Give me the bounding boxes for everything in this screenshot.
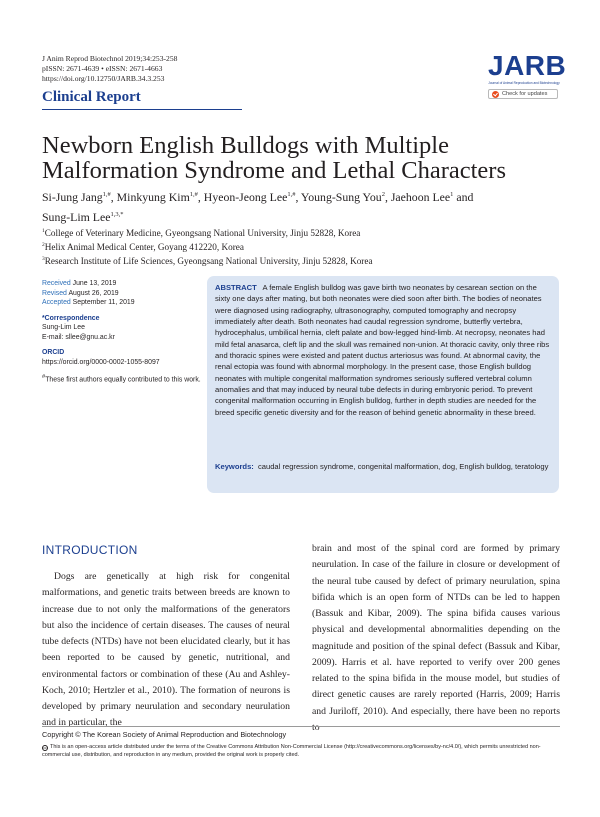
journal-logo[interactable]	[488, 50, 567, 99]
article-title	[42, 133, 562, 183]
accepted-date: Accepted September 11, 2019	[42, 299, 135, 306]
correspondence-email[interactable]: E-mail: sllee@gnu.ac.kr	[42, 333, 115, 341]
author-list: Si-Jung Jang$^{1,\#}$, Minkyung Kim$^{1,\#}$, Hyeon-Jeong Lee$^{1,\#}$, Young-Sung You$^2$, Jaehoon Lee$^1$ and Sung-Lim Lee$^{1,3,*}$	[42, 189, 474, 224]
check-updates-label: Check for updates	[502, 91, 548, 97]
affiliation-item: $^2$Helix Animal Medical Center, Goyang 412220, Korea	[42, 242, 244, 253]
author-name: Minkyung Kim	[116, 189, 190, 204]
received-date: Received June 13, 2019	[42, 280, 117, 287]
author-name: Hyeon-Jeong Lee	[203, 189, 288, 204]
keywords-text: caudal regression syndrome, congenital malformation, dog, English bulldog, teratology	[257, 462, 549, 471]
abstract-heading: ABSTRACT	[215, 283, 257, 292]
orcid-link[interactable]: https://orcid.org/0000-0002-1055-8097	[42, 358, 160, 366]
title-line-2: Malformation Syndrome and Lethal Characters	[42, 157, 506, 184]
author-name: Young-Sung You	[300, 189, 382, 204]
author-affiliation-marker: 1,#	[287, 191, 296, 198]
logo-subtitle: Journal of Animal Reproduction and Biotechnology	[488, 81, 560, 85]
author-affiliation-marker: 1,3,*	[110, 210, 124, 218]
article-type-divider	[42, 109, 242, 110]
affiliation-item: $^1$College of Veterinary Medicine, Gyeongsang National University, Jinju 52828, Korea	[42, 228, 361, 239]
author-name: Sung-Lim Lee	[42, 209, 111, 224]
journal-issn: pISSN: 2671-4639 • eISSN: 2671-4663	[42, 64, 163, 73]
title-line-1: Newborn English Bulldogs with Multiple	[42, 132, 449, 159]
revised-date: Revised August 26, 2019	[42, 289, 119, 297]
journal-citation: J Anim Reprod Biotechnol 2019;34:253-258	[42, 54, 178, 63]
license-text: This is an open-access article distributed under the terms of the Creative Commons Attribution Non-Commercial License (http://creativecommons.org/licenses/by-nc/4.0/), which permits unrestricted non-commercial use, distribution, and reproduction in any medium, provided the original work is properly cited.	[42, 744, 541, 758]
journal-doi[interactable]: https://doi.org/10.12750/JARB.34.3.253	[42, 74, 165, 83]
check-for-updates-button[interactable]	[488, 89, 558, 99]
journal-meta	[42, 54, 177, 84]
keywords-heading: Keywords:	[215, 462, 254, 471]
article-type: Clinical Report	[42, 89, 141, 105]
copyright-notice: Copyright © The Korean Society of Animal Reproduction and Biotechnology	[42, 730, 287, 739]
author-name: Jaehoon Lee	[390, 189, 451, 204]
license-notice	[42, 743, 560, 759]
author-affiliation-marker: 2	[381, 191, 385, 198]
check-updates-icon	[492, 91, 499, 98]
author-affiliation-marker: 1,#	[189, 191, 198, 198]
author-affiliation-marker: 1	[450, 191, 454, 198]
author-name: Si-Jung Jang	[42, 189, 103, 204]
abstract-text: A female English bulldog was gave birth two neonates by cesarean section on the sixty one days after mating, but both neonates were died soon after birth. The bodies of neonates were diagnosed using radiography, ultrasonography, computed tomography and necropsy immediately after death. Both neonates had caudal regression syndrome, butterfly vertebra, hydrocephalus, umbilical hernia, cleft palate and bow-legged hind-limb. At necropsy, neonates had mild fetal anasarca, cleft lip and the skull was remained non-union. At thoracic cavity, only three ribs and thoracic spines were existed and patent ductus arteriosus was found. At abnormal cavity, the renal ectopia was found with abnormal morphology. In the present case, those English bulldog neonates with multiple congenital malformation syndromes seriously suffered vertebral column anomalies and that may induced by neural tube defects in during embryonic period. To prevent congenital malformation occurring in English bulldog, further in depth studies are needed for the breed specific genetic diversity and for the reason of behind genetic abnormality in these breed.	[215, 283, 550, 417]
author-affiliation-marker: 1,#	[102, 191, 111, 198]
article-sidebar	[42, 279, 202, 385]
correspondence-name: Sung-Lim Lee	[42, 324, 85, 331]
equal-contribution-note: #These first authors equally contributed to this work.	[42, 374, 201, 384]
section-heading-introduction: INTRODUCTION	[42, 543, 138, 557]
orcid-heading: ORCID	[42, 349, 65, 356]
affiliation-item: $^3$Research Institute of Life Sciences, Gyeongsang National University, Jinju 52828, Korea	[42, 256, 373, 267]
body-column-left: Dogs are genetically at high risk for congenital malformations, and genetic traits between breeds are known to increase due to not only the malformations of the generators but also the incidence of certain diseases. The causes of neural tube defects (NTDs) have not been elucidated clearly, but it has been reported to be caused by genetic, nutritional, and environmental factors or combination of these (Au and Ashley-Koch, 2010; Hertzler et al., 2010). The formation of neurons is developed by primary neurulation and secondary neurulation and in particular, the	[42, 571, 290, 729]
logo-text: JARB	[488, 50, 567, 81]
correspondence-heading: *Correspondence	[42, 314, 100, 322]
affiliation-list	[42, 225, 373, 267]
footer-divider	[42, 726, 560, 727]
keywords	[207, 461, 559, 493]
body-column-right: brain and most of the spinal cord are formed by primary neurulation. In case of the failure in closure or development of the neural tube caused by defect of primary neurulation, spina bifida which is an open form of NTDs can be led to happen (Bassuk and Kibar, 2009). The spina bifida causes various physical and developmental abnormalities depending on the magnitude and position of the spinal defect (Bassuk and Kibar, 2009). Harris et al. have reported to verify over 200 genes related to the spina bifida in the mouse model, but studies of direct genetic causes are rarely reported (Harris, 2009; Harris and Juriloff, 2010). And especially, there have been no reports to	[312, 543, 560, 733]
creative-commons-icon: cc	[43, 746, 47, 750]
